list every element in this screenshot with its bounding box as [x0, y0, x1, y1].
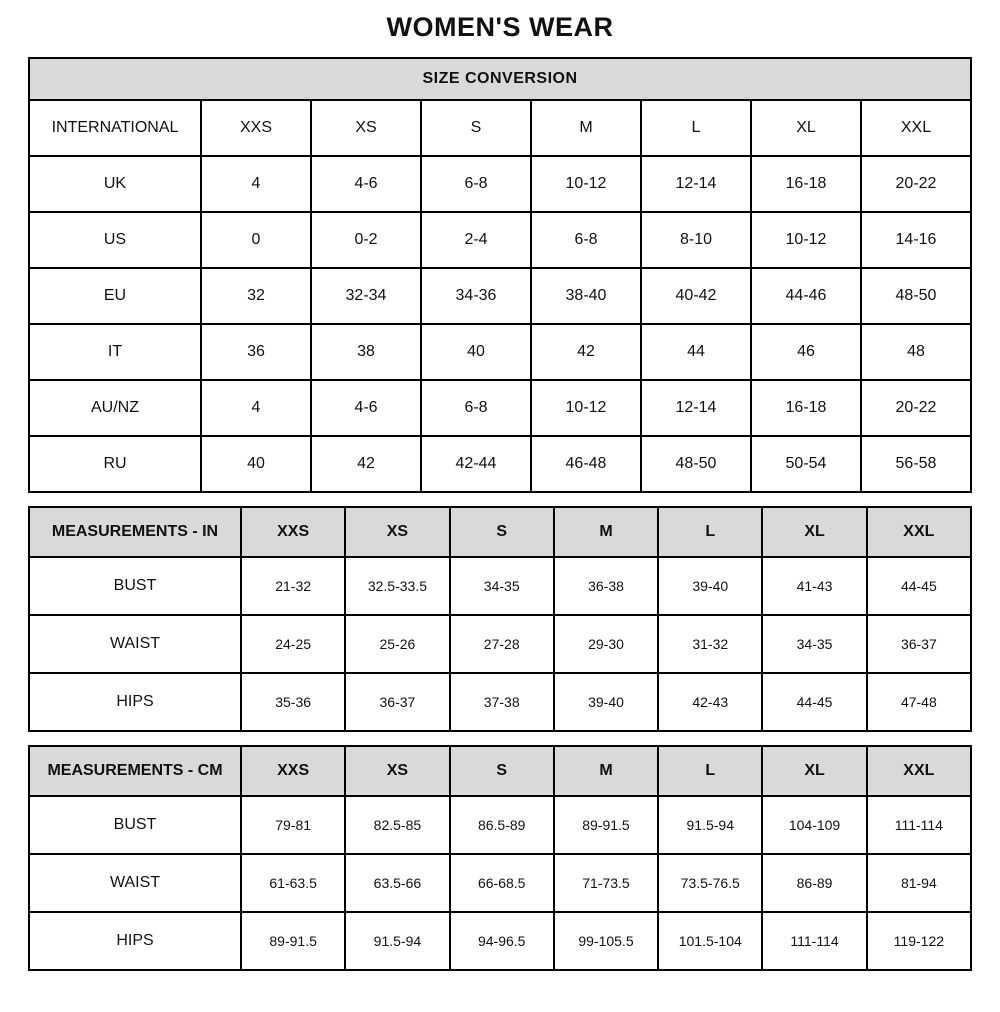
size-column-header: XXS	[241, 746, 345, 796]
row-label: UK	[29, 156, 201, 212]
data-cell: 91.5-94	[658, 796, 762, 854]
data-cell: 4	[201, 156, 311, 212]
size-conversion-table	[28, 57, 972, 493]
data-cell: 16-18	[751, 380, 861, 436]
data-cell: 56-58	[861, 436, 971, 492]
size-column-header: XL	[762, 507, 866, 557]
data-cell: 63.5-66	[345, 854, 449, 912]
data-cell: 0	[201, 212, 311, 268]
size-conversion-caption: SIZE CONVERSION	[29, 58, 971, 100]
size-column-header: S	[450, 746, 554, 796]
size-column-header: XS	[311, 100, 421, 156]
data-cell: 35-36	[241, 673, 345, 731]
data-cell: 12-14	[641, 156, 751, 212]
data-cell: 12-14	[641, 380, 751, 436]
data-cell: 8-10	[641, 212, 751, 268]
data-cell: 48-50	[641, 436, 751, 492]
table-row	[29, 557, 971, 615]
data-cell: 99-105.5	[554, 912, 658, 970]
size-column-header: XXS	[201, 100, 311, 156]
data-cell: 71-73.5	[554, 854, 658, 912]
table-row	[29, 854, 971, 912]
data-cell: 111-114	[762, 912, 866, 970]
row-label: IT	[29, 324, 201, 380]
data-cell: 44-46	[751, 268, 861, 324]
data-cell: 50-54	[751, 436, 861, 492]
data-cell: 46-48	[531, 436, 641, 492]
data-cell: 44-45	[762, 673, 866, 731]
data-cell: 20-22	[861, 380, 971, 436]
data-cell: 104-109	[762, 796, 866, 854]
size-column-header: M	[531, 100, 641, 156]
data-cell: 10-12	[531, 380, 641, 436]
size-column-header: XXL	[867, 746, 971, 796]
size-column-header: XS	[345, 507, 449, 557]
size-column-header: XL	[751, 100, 861, 156]
data-cell: 29-30	[554, 615, 658, 673]
table-row	[29, 436, 971, 492]
measurements-cm-table	[28, 745, 972, 971]
data-cell: 111-114	[867, 796, 971, 854]
data-cell: 21-32	[241, 557, 345, 615]
data-cell: 47-48	[867, 673, 971, 731]
data-cell: 32	[201, 268, 311, 324]
table-row	[29, 268, 971, 324]
data-cell: 36-38	[554, 557, 658, 615]
data-cell: 41-43	[762, 557, 866, 615]
data-cell: 39-40	[658, 557, 762, 615]
data-cell: 2-4	[421, 212, 531, 268]
table-row	[29, 615, 971, 673]
row-label: HIPS	[29, 673, 241, 731]
page-title: WOMEN'S WEAR	[386, 12, 614, 42]
data-cell: 42-43	[658, 673, 762, 731]
data-cell: 61-63.5	[241, 854, 345, 912]
data-cell: 46	[751, 324, 861, 380]
table-row	[29, 324, 971, 380]
data-cell: 0-2	[311, 212, 421, 268]
data-cell: 42	[531, 324, 641, 380]
label-column-header: MEASUREMENTS - IN	[29, 507, 241, 557]
data-cell: 86.5-89	[450, 796, 554, 854]
data-cell: 79-81	[241, 796, 345, 854]
size-column-header: L	[658, 507, 762, 557]
data-cell: 32-34	[311, 268, 421, 324]
data-cell: 34-35	[762, 615, 866, 673]
data-cell: 40-42	[641, 268, 751, 324]
data-cell: 81-94	[867, 854, 971, 912]
data-cell: 82.5-85	[345, 796, 449, 854]
size-column-header: XXS	[241, 507, 345, 557]
data-cell: 73.5-76.5	[658, 854, 762, 912]
data-cell: 91.5-94	[345, 912, 449, 970]
data-cell: 31-32	[658, 615, 762, 673]
measurements-cm-header-row	[29, 746, 971, 796]
data-cell: 6-8	[421, 156, 531, 212]
data-cell: 66-68.5	[450, 854, 554, 912]
size-column-header: XXL	[861, 100, 971, 156]
data-cell: 40	[201, 436, 311, 492]
data-cell: 38	[311, 324, 421, 380]
size-column-header: L	[658, 746, 762, 796]
row-label: US	[29, 212, 201, 268]
row-label: WAIST	[29, 854, 241, 912]
data-cell: 44	[641, 324, 751, 380]
size-column-header: S	[421, 100, 531, 156]
measurements-in-header-row	[29, 507, 971, 557]
size-column-header: XS	[345, 746, 449, 796]
data-cell: 6-8	[531, 212, 641, 268]
data-cell: 42	[311, 436, 421, 492]
data-cell: 38-40	[531, 268, 641, 324]
data-cell: 24-25	[241, 615, 345, 673]
label-column-header: MEASUREMENTS - CM	[29, 746, 241, 796]
table-row	[29, 912, 971, 970]
data-cell: 4-6	[311, 156, 421, 212]
size-column-header: S	[450, 507, 554, 557]
data-cell: 89-91.5	[554, 796, 658, 854]
size-column-header: M	[554, 507, 658, 557]
row-label: BUST	[29, 796, 241, 854]
label-column-header: INTERNATIONAL	[29, 100, 201, 156]
data-cell: 36-37	[867, 615, 971, 673]
data-cell: 42-44	[421, 436, 531, 492]
data-cell: 16-18	[751, 156, 861, 212]
data-cell: 37-38	[450, 673, 554, 731]
data-cell: 36-37	[345, 673, 449, 731]
row-label: EU	[29, 268, 201, 324]
size-column-header: XL	[762, 746, 866, 796]
data-cell: 32.5-33.5	[345, 557, 449, 615]
data-cell: 25-26	[345, 615, 449, 673]
table-row	[29, 796, 971, 854]
data-cell: 89-91.5	[241, 912, 345, 970]
data-cell: 40	[421, 324, 531, 380]
data-cell: 101.5-104	[658, 912, 762, 970]
table-row	[29, 156, 971, 212]
size-conversion-caption-row	[29, 58, 971, 100]
table-row	[29, 380, 971, 436]
row-label: RU	[29, 436, 201, 492]
data-cell: 48	[861, 324, 971, 380]
table-row	[29, 212, 971, 268]
size-column-header: M	[554, 746, 658, 796]
data-cell: 10-12	[751, 212, 861, 268]
data-cell: 4-6	[311, 380, 421, 436]
row-label: BUST	[29, 557, 241, 615]
row-label: HIPS	[29, 912, 241, 970]
data-cell: 27-28	[450, 615, 554, 673]
data-cell: 14-16	[861, 212, 971, 268]
data-cell: 119-122	[867, 912, 971, 970]
table-row	[29, 673, 971, 731]
data-cell: 44-45	[867, 557, 971, 615]
data-cell: 34-35	[450, 557, 554, 615]
measurements-in-table	[28, 506, 972, 732]
data-cell: 34-36	[421, 268, 531, 324]
data-cell: 39-40	[554, 673, 658, 731]
data-cell: 10-12	[531, 156, 641, 212]
data-cell: 36	[201, 324, 311, 380]
row-label: AU/NZ	[29, 380, 201, 436]
row-label: WAIST	[29, 615, 241, 673]
size-conversion-header-row	[29, 100, 971, 156]
size-column-header: XXL	[867, 507, 971, 557]
data-cell: 20-22	[861, 156, 971, 212]
data-cell: 48-50	[861, 268, 971, 324]
data-cell: 86-89	[762, 854, 866, 912]
data-cell: 6-8	[421, 380, 531, 436]
data-cell: 94-96.5	[450, 912, 554, 970]
data-cell: 4	[201, 380, 311, 436]
size-column-header: L	[641, 100, 751, 156]
